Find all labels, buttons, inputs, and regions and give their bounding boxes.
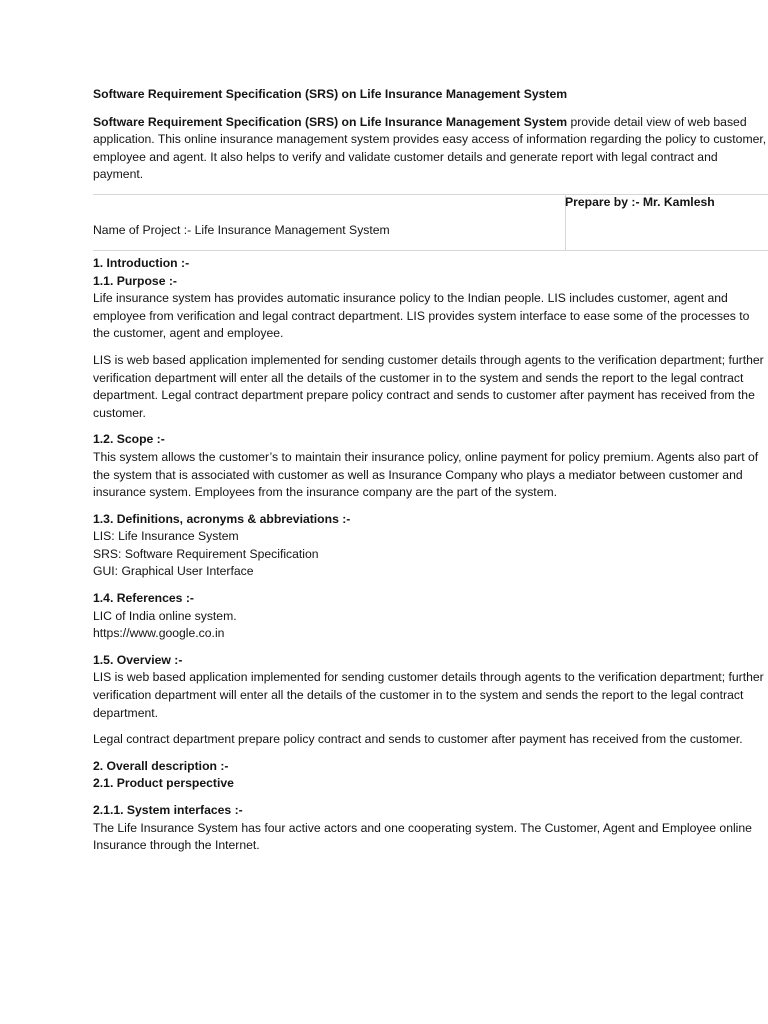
project-name: Name of Project :- Life Insurance Management System <box>93 222 390 237</box>
section-1-1-heading: 1.1. Purpose :- <box>93 273 177 288</box>
definition-item: LIS: Life Insurance System <box>93 529 239 544</box>
section-1-heading: 1. Introduction :- <box>93 255 190 270</box>
definition-item: SRS: Software Requirement Specification <box>93 546 319 561</box>
section-1-3-heading: 1.3. Definitions, acronyms & abbreviations :- <box>93 511 351 526</box>
system-interfaces-paragraph: The Life Insurance System has four active actors and one cooperating system. The Customer, Agent and Employee online Insurance through the Internet. <box>93 820 752 853</box>
definition-item: GUI: Graphical User Interface <box>93 564 254 579</box>
purpose-paragraph-1: Life insurance system has provides automatic insurance policy to the Indian people. LIS includes customer, agent and employee from verification and legal contract department. LIS provides system interface to ease some of the processes to the customer, agent and employee. <box>93 291 750 341</box>
intro-text: provide detail view of web based application. This online insurance management system provides easy access of information regarding the policy to customer, employee and agent. It also helps to verify and validate customer details and generate report with legal contract and payment. <box>93 114 767 182</box>
section-1-4-heading: 1.4. References :- <box>93 591 194 606</box>
scope-paragraph: This system allows the customer’s to maintain their insurance policy, online payment for policy premium. Agents also part of the system that is associated with customer as well as Insurance Company who plays a mediator between customer and insurance system. Employees from the insurance company are the part of the system. <box>93 449 759 500</box>
prepared-by: Prepare by :- Mr. Kamlesh <box>565 194 715 209</box>
document-title: Software Requirement Specification (SRS) on Life Insurance Management System <box>93 87 568 101</box>
overview-paragraph-1: LIS is web based application implemented for sending customer details through agents to the verification department; further verification department will enter all the details of the customer in to the system and sends the report to the legal contract department. <box>93 670 764 720</box>
purpose-paragraph-2: LIS is web based application implemented for sending customer details through agents to the verification department; further verification department will enter all the details of the customer in to the system and sends the report to the legal contract department. Legal contract department prepare policy contract and sends to customer after payment has received from the customer. <box>93 352 764 420</box>
document-page <box>93 86 768 855</box>
section-2-heading: 2. Overall description :- <box>93 758 229 773</box>
reference-item: LIC of India online system. <box>93 608 237 623</box>
overview-paragraph-2: Legal contract department prepare policy contract and sends to customer after payment has received from the customer. <box>93 732 743 747</box>
reference-item: https://www.google.co.in <box>93 626 225 641</box>
section-1-2-heading: 1.2. Scope :- <box>93 432 165 447</box>
intro-bold-lead: Software Requirement Specification (SRS) on Life Insurance Management System <box>93 114 568 129</box>
project-info-table <box>93 194 768 251</box>
section-2-1-heading: 2.1. Product perspective <box>93 776 234 791</box>
section-1-5-heading: 1.5. Overview :- <box>93 652 183 667</box>
section-2-1-1-heading: 2.1.1. System interfaces :- <box>93 803 243 817</box>
intro-paragraph <box>93 114 768 184</box>
